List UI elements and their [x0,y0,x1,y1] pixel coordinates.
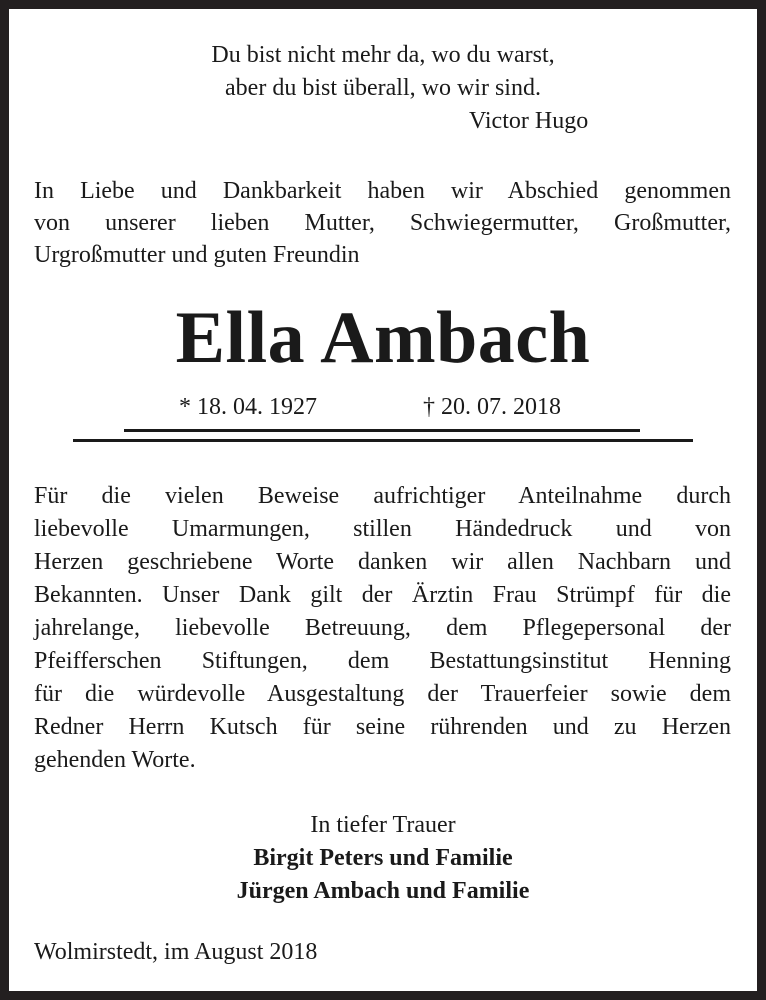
signature-family: Jürgen Ambach und Familie [236,878,530,904]
thanks-line: Für die vielen Beweise aufrichtiger Anteilnahme durch [34,483,731,509]
death-date: † 20. 07. 2018 [423,394,561,420]
intro-line: Urgroßmutter und guten Freundin [34,242,360,268]
signature-family: Birgit Peters und Familie [253,845,513,871]
deceased-name: Ella Ambach [175,297,591,379]
thanks-line: jahrelange, liebevolle Betreuung, dem Pflegepersonal der [34,615,731,641]
thanks-text [34,480,731,777]
thanks-line: Pfeifferschen Stiftungen, dem Bestattungsinstitut Henning [34,648,731,674]
thanks-line: Herzen geschriebene Worte danken wir allen Nachbarn und [34,549,731,575]
divider-short [124,429,640,432]
quote-line: Du bist nicht mehr da, wo du warst, [211,42,555,68]
quote-block [9,39,757,134]
quote-author: Victor Hugo [469,108,589,134]
intro-text [34,175,731,271]
birth-date: * 18. 04. 1927 [179,394,317,420]
intro-line: In Liebe und Dankbarkeit haben wir Abschied genommen [34,178,731,204]
thanks-line: für die würdevolle Ausgestaltung der Trauerfeier sowie dem [34,681,731,707]
thanks-line: liebevolle Umarmungen, stillen Händedruck und von [34,516,731,542]
divider-long [73,439,693,442]
thanks-line: gehenden Worte. [34,747,196,773]
place-date: Wolmirstedt, im August 2018 [34,939,318,965]
signature-intro: In tiefer Trauer [310,812,456,838]
signature-block [9,809,757,908]
quote-line: aber du bist überall, wo wir sind. [225,75,541,101]
thanks-line: Redner Herrn Kutsch für seine rührenden und zu Herzen [34,714,731,740]
thanks-line: Bekannten. Unser Dank gilt der Ärztin Frau Strümpf für die [34,582,731,608]
intro-line: von unserer lieben Mutter, Schwiegermutter, Großmutter, [34,210,731,236]
